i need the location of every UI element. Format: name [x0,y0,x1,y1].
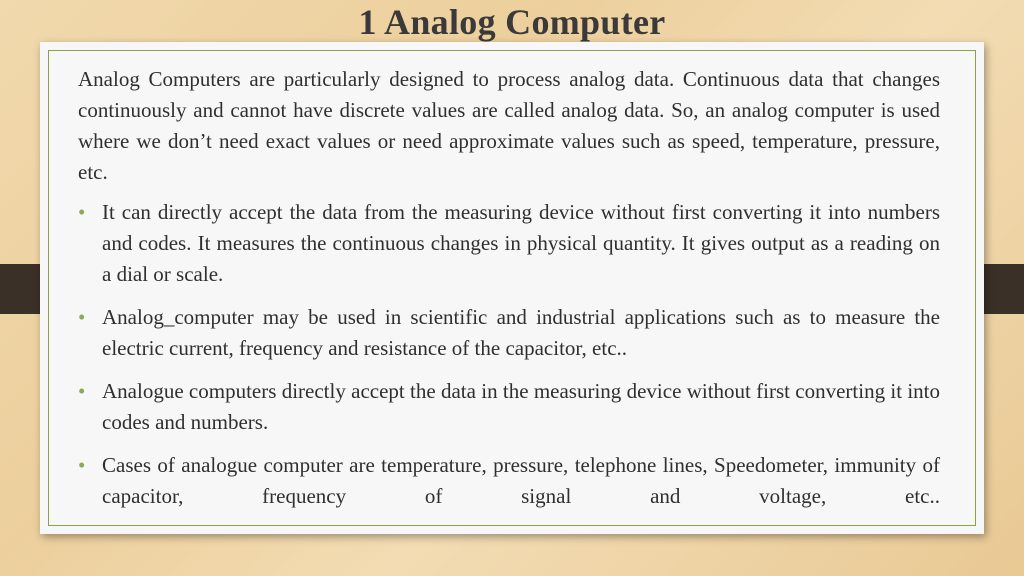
bullet-icon: • [78,453,86,477]
content-card [40,42,984,534]
bullet-item [78,197,940,290]
bullet-item [78,450,940,512]
bullet-icon: • [78,379,86,403]
bullet-text: Analog_computer may be used in scientific and industrial applications such as to measure the electric current, frequency and resistance of the capacitor, etc.. [102,305,940,360]
bullet-icon: • [78,305,86,329]
bullet-item [78,376,940,438]
bullet-icon: • [78,200,86,224]
bullet-text: Analogue computers directly accept the data in the measuring device without first converting it into codes and numbers. [102,379,940,434]
intro-paragraph: Analog Computers are particularly designed to process analog data. Continuous data that changes continuously and cannot have discrete values are called analog data. So, an analog computer is used where we don’t need exact values or need approximate values such as speed, temperature, pressure, etc. [78,67,940,184]
slide-title: 1 Analog Computer [358,2,666,42]
bullet-item [78,302,940,364]
bullet-text: It can directly accept the data from the measuring device without first converting it into numbers and codes. It measures the continuous changes in physical quantity. It gives output as a reading on a dial or scale. [102,200,940,286]
bullet-list [78,197,940,512]
content-body [78,64,940,524]
bullet-text: Cases of analogue computer are temperature, pressure, telephone lines, Speedometer, immunity of capacitor, frequency of signal and voltage, etc.. [102,453,940,508]
